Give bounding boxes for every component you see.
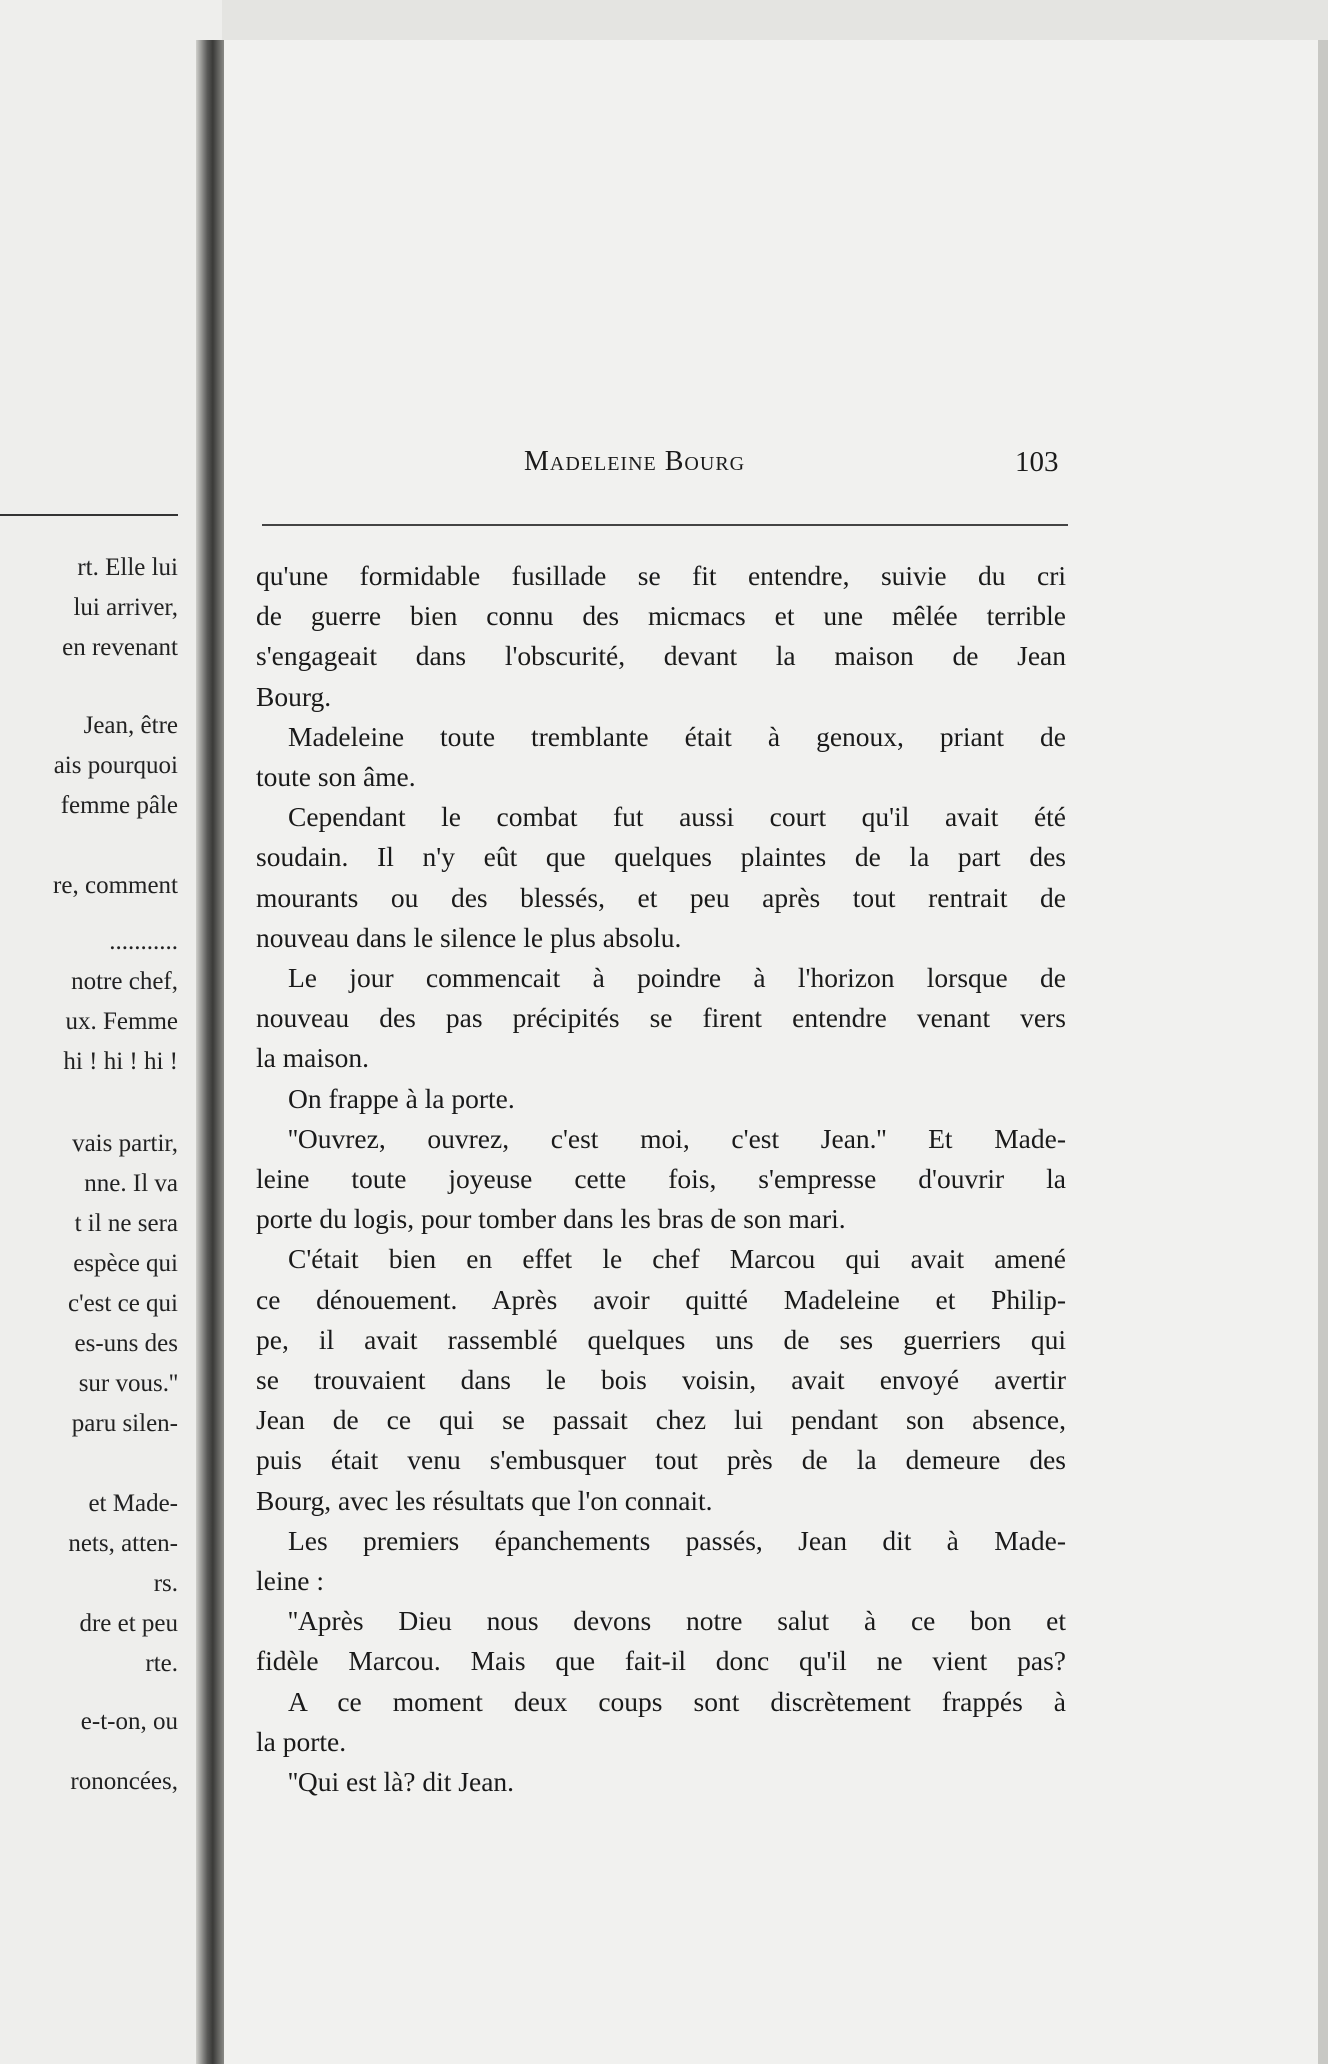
text-line: ''Qui est là? dit Jean. [288,1766,515,1797]
running-head-title: Madeleine Bourg [524,446,746,477]
left-page-line: rte. [145,1650,178,1677]
text-line: nouveau dans le silence le plus absolu. [256,921,682,953]
left-page-line: es-uns des [74,1330,178,1357]
left-page-line: hi ! hi ! hi ! [63,1048,178,1075]
page-number: 103 [1015,446,1059,478]
text-line: On frappe à la porte. [288,1082,515,1114]
text-line: Jean de ce qui se passait chez lui pendant son absence, [256,1404,1066,1436]
left-page-line: dre et peu [79,1610,178,1637]
text-line: qu'une formidable fusillade se fit entendre, suivie du cri [256,560,1066,591]
text-line: la maison. [256,1042,370,1074]
text-line: ce dénouement. Après avoir quitté Madeleine et Philip- [256,1283,1066,1315]
left-page-line: espèce qui [73,1250,178,1277]
text-line: ''Ouvrez, ouvrez, c'est moi, c'est Jean.'' Et Made- [288,1122,1066,1154]
text-line: Bourg. [256,680,332,712]
text-line: de guerre bien connu des micmacs et une mêlée terrible [256,600,1066,632]
left-header-rule [0,514,178,516]
page-edge [1318,40,1328,2064]
text-line: s'engageait dans l'obscurité, devant la maison de Jean [256,640,1066,672]
left-page-line: et Made- [88,1490,178,1517]
left-page-line: rononcées, [70,1768,178,1795]
text-line: la porte. [256,1725,347,1757]
left-page-line: en revenant [62,634,178,661]
text-line: Madeleine toute tremblante était à genoux, priant de [288,720,1066,752]
left-page-line: rt. Elle lui [77,554,178,581]
text-line: porte du logis, pour tomber dans les bras de son mari. [256,1203,846,1235]
left-page-line: ux. Femme [65,1008,178,1035]
left-page-line: femme pâle [60,792,178,819]
text-line: leine toute joyeuse cette fois, s'empresse d'ouvrir la [256,1163,1066,1194]
left-page-line: c'est ce qui [67,1290,178,1317]
text-line: pe, il avait rassemblé quelques uns de ses guerriers qui [256,1323,1066,1355]
left-page-fragment [0,0,222,2064]
text-line: Cependant le combat fut aussi court qu'il avait été [288,801,1066,833]
left-page-line: rs. [153,1570,178,1597]
left-page-line: ais pourquoi [53,752,178,779]
text-line: ''Après Dieu nous devons notre salut à ce bon et [288,1605,1066,1637]
left-page-line: e-t-on, ou [80,1708,178,1735]
text-line: se trouvaient dans le bois voisin, avait envoyé avertir [256,1364,1066,1395]
text-line: A ce moment deux coups sont discrètement frappés à [288,1685,1066,1717]
text-line: puis était venu s'embusquer tout près de la demeure des [256,1444,1066,1476]
left-page-line: lui arriver, [73,594,178,621]
text-line: C'était bien en effet le chef Marcou qui avait amené [288,1243,1066,1275]
header-rule [262,524,1068,526]
text-line: Bourg, avec les résultats que l'on connait. [256,1484,713,1516]
text-line: leine : [256,1565,324,1596]
left-page-line: paru silen- [71,1410,178,1437]
text-line: soudain. Il n'y eût que quelques plaintes de la part des [256,841,1066,873]
text-line: Le jour commencait à poindre à l'horizon lorsque de [288,962,1066,993]
text-line: fidèle Marcou. Mais que fait-il donc qu'il ne vient pas? [256,1645,1066,1677]
left-page-line: re, comment [53,872,178,899]
left-page-line: nne. Il va [84,1170,178,1197]
left-page-line: nets, atten- [68,1530,178,1557]
text-line: toute son âme. [256,761,416,792]
text-line: nouveau des pas précipités se firent entendre venant vers [256,1002,1066,1034]
left-page-line: vais partir, [72,1130,178,1157]
left-page-line: ........... [109,928,178,955]
left-page-line: t il ne sera [74,1210,178,1237]
book-gutter [196,40,224,2064]
left-page-line: notre chef, [71,968,178,995]
text-line: mourants ou des blessés, et peu après tout rentrait de [256,881,1066,913]
left-page-line: sur vous.'' [78,1370,178,1397]
left-page-line: Jean, être [83,712,178,739]
text-line: Les premiers épanchements passés, Jean dit à Made- [288,1524,1066,1556]
